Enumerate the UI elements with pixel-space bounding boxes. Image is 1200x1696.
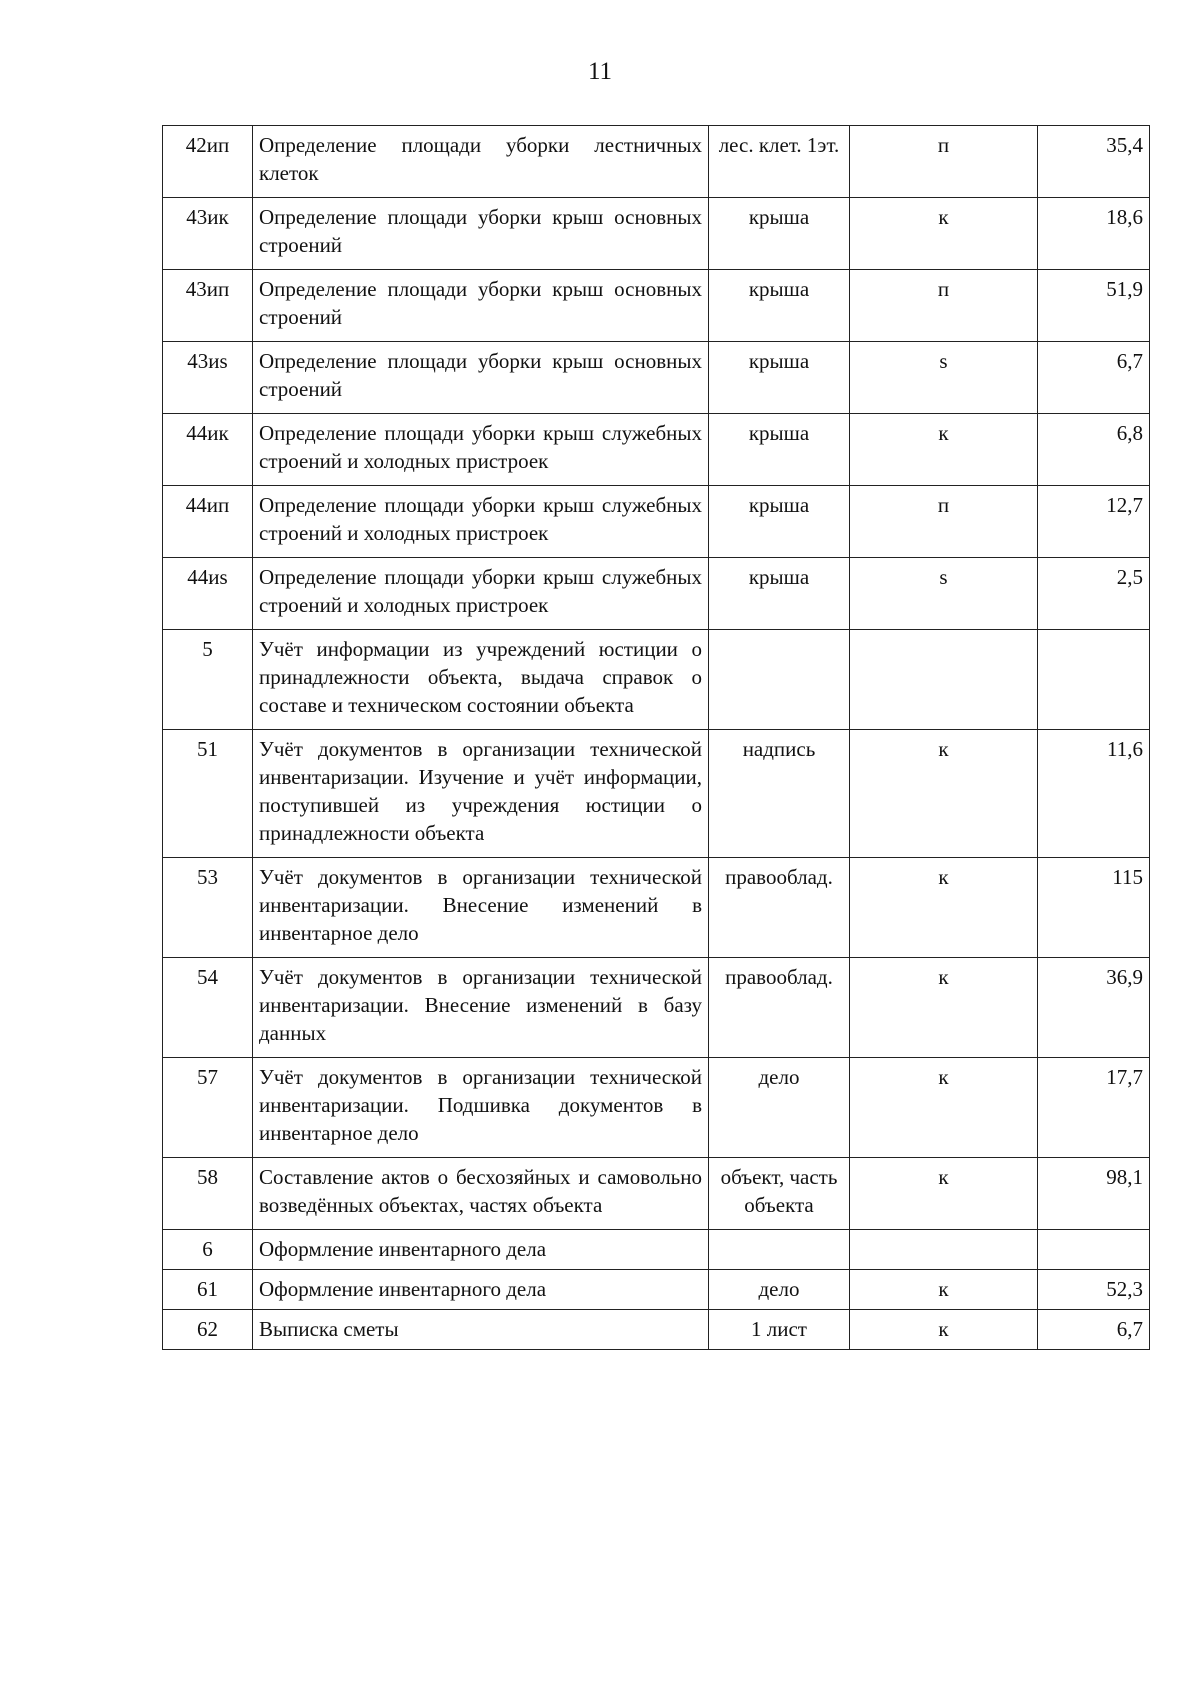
row-description: Определение площади уборки крыш служебных строений и холодных пристроек <box>253 558 709 630</box>
row-code: 43иs <box>163 342 253 414</box>
table-row <box>163 126 1150 198</box>
rates-table <box>162 125 1150 1350</box>
row-unit: дело <box>709 1058 850 1158</box>
table-row <box>163 1310 1150 1350</box>
row-category: к <box>850 414 1038 486</box>
table-row <box>163 558 1150 630</box>
row-description: Определение площади уборки крыш основных строений <box>253 270 709 342</box>
row-price: 51,9 <box>1038 270 1150 342</box>
row-code: 5 <box>163 630 253 730</box>
row-unit <box>709 1230 850 1270</box>
table-row <box>163 1230 1150 1270</box>
row-category: к <box>850 1310 1038 1350</box>
row-category: s <box>850 558 1038 630</box>
row-price <box>1038 1230 1150 1270</box>
row-price: 6,7 <box>1038 1310 1150 1350</box>
row-description: Составление актов о бесхозяйных и самовольно возведённых объектах, частях объекта <box>253 1158 709 1230</box>
table-row <box>163 342 1150 414</box>
row-description: Учёт документов в организации технической инвентаризации. Внесение изменений в инвентарное дело <box>253 858 709 958</box>
row-unit: дело <box>709 1270 850 1310</box>
table-row <box>163 414 1150 486</box>
table-row <box>163 730 1150 858</box>
row-price: 98,1 <box>1038 1158 1150 1230</box>
row-price: 52,3 <box>1038 1270 1150 1310</box>
row-category: к <box>850 1158 1038 1230</box>
row-description: Учёт информации из учреждений юстиции о принадлежности объекта, выдача справок о составе и техническом состоянии объекта <box>253 630 709 730</box>
row-code: 42ип <box>163 126 253 198</box>
row-description: Выписка сметы <box>253 1310 709 1350</box>
row-category: к <box>850 1058 1038 1158</box>
row-unit: крыша <box>709 342 850 414</box>
row-price: 36,9 <box>1038 958 1150 1058</box>
row-code: 62 <box>163 1310 253 1350</box>
row-description: Определение площади уборки крыш основных строений <box>253 198 709 270</box>
row-price <box>1038 630 1150 730</box>
row-code: 44ип <box>163 486 253 558</box>
row-price: 18,6 <box>1038 198 1150 270</box>
row-category: п <box>850 126 1038 198</box>
row-unit: объект, часть объекта <box>709 1158 850 1230</box>
table-row <box>163 1158 1150 1230</box>
row-category: к <box>850 958 1038 1058</box>
row-price: 115 <box>1038 858 1150 958</box>
row-description: Определение площади уборки крыш основных строений <box>253 342 709 414</box>
table-row <box>163 858 1150 958</box>
row-unit: крыша <box>709 558 850 630</box>
row-description: Определение площади уборки лестничных клеток <box>253 126 709 198</box>
row-price: 6,8 <box>1038 414 1150 486</box>
row-unit: крыша <box>709 270 850 342</box>
table-row <box>163 958 1150 1058</box>
row-category: s <box>850 342 1038 414</box>
row-description: Определение площади уборки крыш служебных строений и холодных пристроек <box>253 486 709 558</box>
row-unit: надпись <box>709 730 850 858</box>
page-number: 11 <box>587 58 613 85</box>
row-code: 6 <box>163 1230 253 1270</box>
row-unit: правооблад. <box>709 958 850 1058</box>
row-unit: крыша <box>709 486 850 558</box>
row-price: 17,7 <box>1038 1058 1150 1158</box>
row-unit: крыша <box>709 198 850 270</box>
row-category <box>850 1230 1038 1270</box>
row-description: Оформление инвентарного дела <box>253 1270 709 1310</box>
row-code: 51 <box>163 730 253 858</box>
row-category: к <box>850 1270 1038 1310</box>
table-row <box>163 270 1150 342</box>
row-code: 43ик <box>163 198 253 270</box>
row-code: 54 <box>163 958 253 1058</box>
row-unit: лес. клет. 1эт. <box>709 126 850 198</box>
row-code: 43ип <box>163 270 253 342</box>
row-category <box>850 630 1038 730</box>
row-description: Определение площади уборки крыш служебных строений и холодных пристроек <box>253 414 709 486</box>
row-description: Учёт документов в организации технической инвентаризации. Подшивка документов в инвентарное дело <box>253 1058 709 1158</box>
table-row <box>163 630 1150 730</box>
row-price: 11,6 <box>1038 730 1150 858</box>
table-row <box>163 198 1150 270</box>
row-category: к <box>850 198 1038 270</box>
row-description: Учёт документов в организации технической инвентаризации. Изучение и учёт информации, поступившей из учреждения юстиции о принадлежности объекта <box>253 730 709 858</box>
table-row <box>163 1058 1150 1158</box>
table-row <box>163 486 1150 558</box>
table-row <box>163 1270 1150 1310</box>
row-price: 2,5 <box>1038 558 1150 630</box>
row-code: 44иs <box>163 558 253 630</box>
row-price: 35,4 <box>1038 126 1150 198</box>
row-price: 6,7 <box>1038 342 1150 414</box>
row-unit: крыша <box>709 414 850 486</box>
row-description: Учёт документов в организации технической инвентаризации. Внесение изменений в базу данных <box>253 958 709 1058</box>
row-price: 12,7 <box>1038 486 1150 558</box>
row-code: 44ик <box>163 414 253 486</box>
row-category: п <box>850 270 1038 342</box>
row-code: 53 <box>163 858 253 958</box>
row-unit <box>709 630 850 730</box>
row-code: 58 <box>163 1158 253 1230</box>
row-category: к <box>850 858 1038 958</box>
row-category: к <box>850 730 1038 858</box>
row-description: Оформление инвентарного дела <box>253 1230 709 1270</box>
row-code: 61 <box>163 1270 253 1310</box>
row-unit: правооблад. <box>709 858 850 958</box>
row-unit: 1 лист <box>709 1310 850 1350</box>
row-code: 57 <box>163 1058 253 1158</box>
row-category: п <box>850 486 1038 558</box>
